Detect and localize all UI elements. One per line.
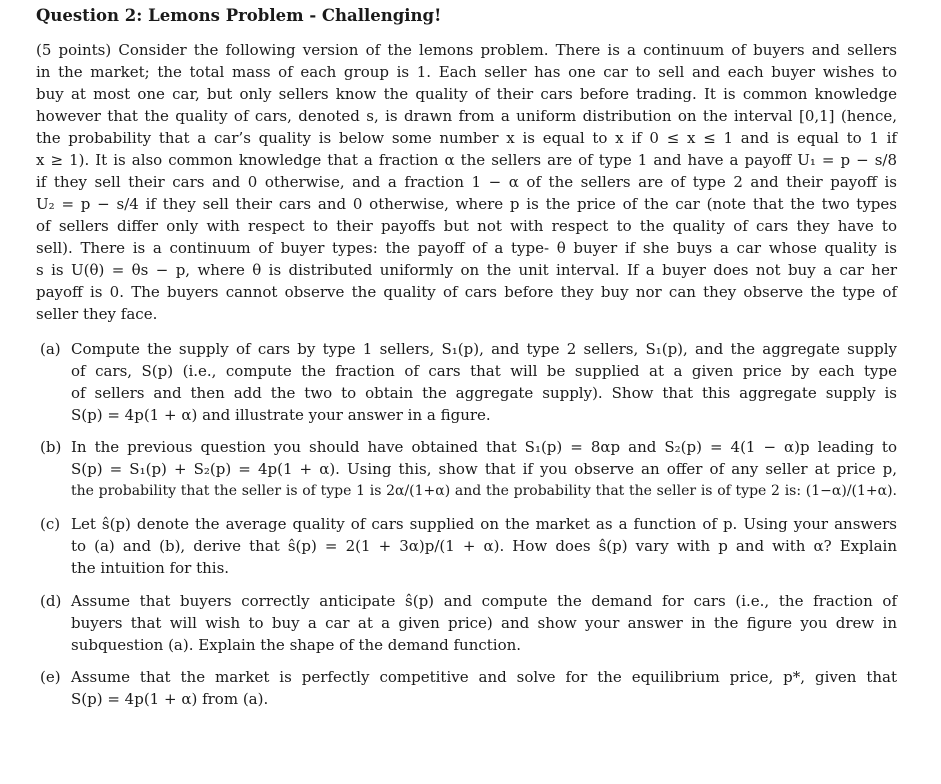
intro-line: in the market; the total mass of each group is 1. Each seller has one car to sell and each buyer wishes to bbox=[36, 63, 897, 81]
intro-line: of sellers differ only with respect to their payoffs but not with respect to the quality of cars they have to bbox=[36, 217, 897, 235]
intro-line: s is U(θ) = θs − p, where θ is distributed uniformly on the unit interval. If a buyer does not buy a car her bbox=[36, 261, 897, 279]
intro-line: U₂ = p − s/4 if they sell their cars and 0 otherwise, where p is the price of the car (note that the two types bbox=[36, 195, 897, 213]
subquestion-label: (d) bbox=[40, 592, 62, 610]
intro-line: buy at most one car, but only sellers know the quality of their cars before trading. It is common knowledge bbox=[36, 85, 897, 103]
question-title: Question 2: Lemons Problem - Challenging! bbox=[36, 6, 442, 25]
subquestion-line: the probability that the seller is of type 1 is 2α/(1+α) and the probability that the seller is of type 2 is: (1−α)/(1+α). bbox=[71, 483, 897, 499]
subquestion-line: Assume that buyers correctly anticipate ŝ(p) and compute the demand for cars (i.e., the fraction of bbox=[71, 592, 897, 610]
intro-line: if they sell their cars and 0 otherwise, and a fraction 1 − α of the sellers are of type 2 and their payoff is bbox=[36, 173, 897, 191]
intro-line: the probability that a car’s quality is below some number x is equal to x if 0 ≤ x ≤ 1 and is equal to 1 if bbox=[36, 129, 897, 147]
intro-line: payoff is 0. The buyers cannot observe the quality of cars before they buy nor can they observe the type of bbox=[36, 283, 897, 301]
subquestion-label: (a) bbox=[40, 340, 61, 358]
intro-line: sell). There is a continuum of buyer types: the payoff of a type- θ buyer if she buys a car whose quality is bbox=[36, 239, 897, 257]
subquestion-line: of sellers and then add the two to obtain the aggregate supply). Show that this aggregate supply is bbox=[71, 384, 897, 402]
subquestion-line: Assume that the market is perfectly competitive and solve for the equilibrium price, p*, given that bbox=[71, 668, 897, 686]
subquestion-label: (b) bbox=[40, 438, 62, 456]
subquestion-line: Let ŝ(p) denote the average quality of cars supplied on the market as a function of p. Using your answers bbox=[71, 515, 897, 533]
intro-line: (5 points) Consider the following version of the lemons problem. There is a continuum of buyers and sellers bbox=[36, 41, 897, 59]
subquestion-line: S(p) = 4p(1 + α) and illustrate your answer in a figure. bbox=[71, 406, 491, 424]
subquestion-line: S(p) = 4p(1 + α) from (a). bbox=[71, 690, 269, 708]
subquestion-line: subquestion (a). Explain the shape of the demand function. bbox=[71, 636, 522, 654]
subquestion-line: Compute the supply of cars by type 1 sellers, S₁(p), and type 2 sellers, S₁(p), and the aggregate supply bbox=[71, 340, 897, 358]
subquestion-line: the intuition for this. bbox=[71, 559, 230, 577]
subquestion-line: S(p) = S₁(p) + S₂(p) = 4p(1 + α). Using this, show that if you observe an offer of any seller at price p, bbox=[71, 460, 897, 478]
subquestion-label: (e) bbox=[40, 668, 61, 686]
intro-line: x ≥ 1). It is also common knowledge that a fraction α the sellers are of type 1 and have a payoff U₁ = p − s/8 bbox=[36, 151, 897, 169]
subquestion-line: to (a) and (b), derive that ŝ(p) = 2(1 + 3α)p/(1 + α). How does ŝ(p) vary with p and with α? Explain bbox=[71, 537, 897, 555]
subquestion-line: buyers that will wish to buy a car at a given price) and show your answer in the figure you drew in bbox=[71, 614, 897, 632]
subquestion-line: of cars, S(p) (i.e., compute the fraction of cars that will be supplied at a given price by each type bbox=[71, 362, 897, 380]
intro-line: seller they face. bbox=[36, 305, 158, 323]
intro-line: however that the quality of cars, denoted s, is drawn from a uniform distribution on the interval [0,1] (hence, bbox=[36, 107, 897, 125]
subquestion-label: (c) bbox=[40, 515, 61, 533]
subquestion-line: In the previous question you should have obtained that S₁(p) = 8αp and S₂(p) = 4(1 − α)p leading to bbox=[71, 438, 897, 456]
